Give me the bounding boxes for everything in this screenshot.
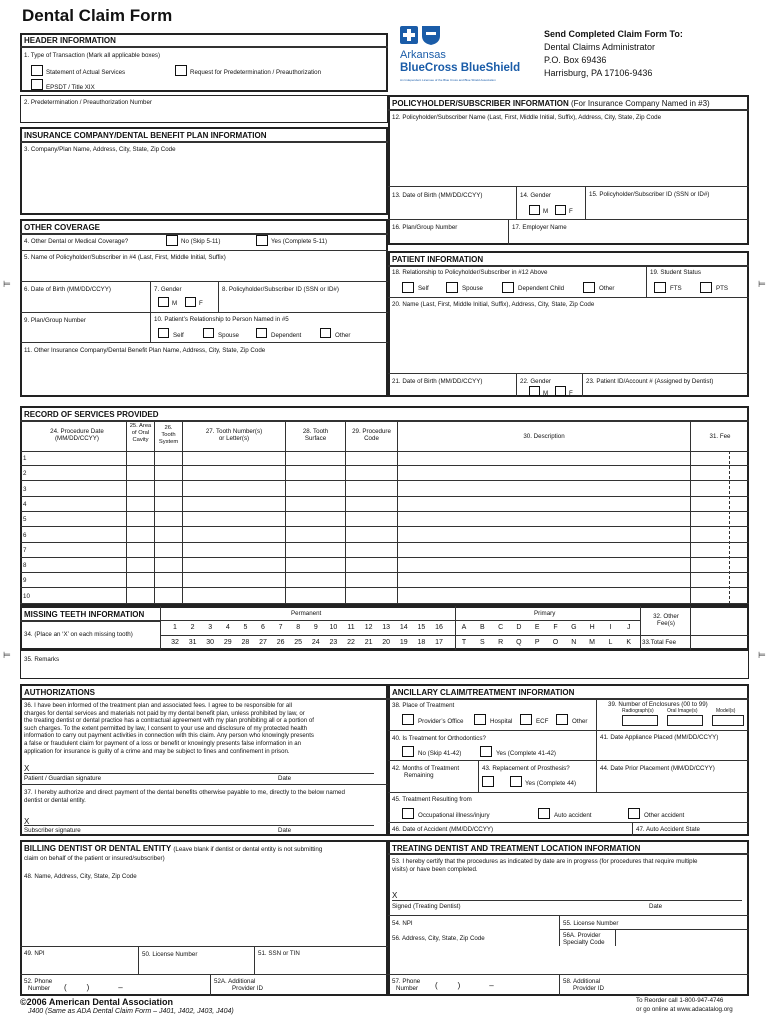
field-44-label: 44. Date Prior Placement (MM/DD/CCYY) <box>600 765 715 772</box>
predetermination-label: Request for Predetermination / Preauthorization <box>190 69 322 76</box>
col-27-label <box>183 428 285 442</box>
gender-m-label: M <box>172 300 178 307</box>
col-26-line1: 26. <box>164 425 173 431</box>
field-42-label <box>392 765 459 779</box>
field-57-line1: 57. Phone <box>392 978 421 985</box>
tooth-4[interactable]: 4 <box>225 624 230 631</box>
tooth-F[interactable]: F <box>553 624 558 631</box>
col-25-label <box>127 423 154 444</box>
auth-36-text <box>24 702 386 755</box>
field-57-line2: Number <box>396 985 419 992</box>
billing-note2: claim on behalf of the patient or insured/subscriber) <box>24 855 165 862</box>
field-18-label: 18. Relationship to Policyholder/Subscriber in #12 Above <box>392 269 548 276</box>
place-ecf-checkbox[interactable] <box>520 714 532 725</box>
table-row[interactable] <box>20 482 749 497</box>
permanent-label: Permanent <box>291 610 322 617</box>
field-58-line2: Provider ID <box>573 985 604 992</box>
col-26-line3: System <box>158 439 179 445</box>
tooth-O[interactable]: O <box>552 639 559 646</box>
ortho-no-label: No (Skip 41-42) <box>418 750 462 757</box>
tooth-L[interactable]: L <box>608 639 613 646</box>
auth-date1-label: Date <box>278 775 292 782</box>
auth-36-line: application for insurance is guilty of a crime and may be subject to fines and confinement in prison. <box>24 747 290 755</box>
table-row[interactable] <box>20 512 749 527</box>
tooth-13[interactable]: 13 <box>382 624 391 631</box>
tooth-G[interactable]: G <box>571 624 577 631</box>
prosthesis-yes-label: Yes (Complete 44) <box>525 780 577 787</box>
pt-rel-self-checkbox[interactable] <box>402 282 414 293</box>
fts-label: FTS <box>670 285 682 292</box>
tooth-E[interactable]: E <box>534 624 540 631</box>
tooth-R[interactable]: R <box>498 639 504 646</box>
field-52-line1: 52. Phone <box>24 978 53 985</box>
enclosures-model-box[interactable] <box>712 715 744 726</box>
ph-gender-f-label: F <box>569 208 573 215</box>
field-32-line1: 32. Other <box>653 613 679 620</box>
field-52-line2: Number <box>28 985 51 992</box>
pt-rel-other-label: Other <box>599 285 615 292</box>
bcbs-logo <box>398 24 538 84</box>
send-line3: Harrisburg, PA 17106-9436 <box>544 68 653 78</box>
epsdt-checkbox[interactable] <box>31 79 43 90</box>
tooth-23[interactable]: 23 <box>329 639 338 646</box>
ortho-yes-checkbox[interactable] <box>480 746 492 757</box>
place-other-label: Other <box>572 718 588 725</box>
field-52a-line2: Provider ID <box>232 985 263 992</box>
other-coverage-yes-label: Yes (Complete 5-11) <box>271 238 328 245</box>
field-56a-line1: 56A. Provider <box>563 932 601 939</box>
pt-rel-spouse-label: Spouse <box>462 285 483 292</box>
field-8-label: 8. Policyholder/Subscriber ID (SSN or ID#) <box>222 286 339 293</box>
tooth-11[interactable]: 11 <box>347 624 355 631</box>
send-line2: P.O. Box 69436 <box>544 55 607 65</box>
billing-title <box>24 844 322 853</box>
gender-m-checkbox[interactable] <box>158 297 169 307</box>
field-52-label <box>24 978 52 992</box>
field-22-label: 22. Gender <box>520 378 551 385</box>
pt-gender-f-checkbox[interactable] <box>555 386 566 396</box>
insurance-title: INSURANCE COMPANY/DENTAL BENEFIT PLAN INFORMATION <box>24 131 267 140</box>
logo-brand: BlueCross BlueShield <box>400 62 521 74</box>
field-10-label: 10. Patient’s Relationship to Person Named in #5 <box>154 316 289 323</box>
field-43-label: 43. Replacement of Prosthesis? <box>482 765 570 772</box>
services-title: RECORD OF SERVICES PROVIDED <box>24 410 159 419</box>
rel-self-checkbox[interactable] <box>158 328 169 338</box>
policyholder-title <box>392 99 710 108</box>
tooth-2[interactable]: 2 <box>190 624 195 631</box>
patient-title: PATIENT INFORMATION <box>392 255 484 264</box>
cross-shield-icon <box>398 24 442 46</box>
field-19-label: 19. Student Status <box>650 269 701 276</box>
col-27-line2: or Letter(s) <box>218 435 250 442</box>
row-number: 3 <box>23 486 27 493</box>
field-39-label: 39. Number of Enclosures (00 to 99) <box>608 701 708 708</box>
table-row[interactable] <box>20 558 749 573</box>
pt-gender-m-label: M <box>543 390 549 397</box>
tooth-29[interactable]: 29 <box>223 639 232 646</box>
tooth-28[interactable]: 28 <box>241 639 250 646</box>
tooth-32[interactable]: 32 <box>171 639 179 646</box>
field-52a-line1: 52A. Additional <box>214 978 256 985</box>
auth-x1: X <box>24 764 30 773</box>
field-17-label: 17. Employer Name <box>512 224 567 231</box>
tooth-P[interactable]: P <box>534 639 540 646</box>
tooth-K[interactable]: K <box>626 639 632 646</box>
field-58-line1: 58. Additional <box>563 978 601 985</box>
field-38-label: 38. Place of Treatment <box>392 702 455 709</box>
ph-gender-f-checkbox[interactable] <box>555 205 566 215</box>
send-heading: Send Completed Claim Form To: <box>544 29 683 39</box>
tooth-D[interactable]: D <box>516 624 522 631</box>
field-58-label <box>563 978 604 992</box>
ph-gender-m-checkbox[interactable] <box>529 205 540 215</box>
col-24-line2: (MM/DD/CCYY) <box>55 435 99 442</box>
policyholder-title-note: (For Insurance Company Named in #3) <box>570 99 710 108</box>
col-25-line2: of Oral <box>131 430 150 436</box>
treating-date-label: Date <box>649 903 663 910</box>
epsdt-label: EPSDT / Title XIX <box>46 84 95 91</box>
other-coverage-no-label: No (Skip 5-11) <box>181 238 221 245</box>
billing-title-main: BILLING DENTIST OR DENTAL ENTITY <box>24 844 172 853</box>
form-number: J400 (Same as ADA Dental Claim Form – J401, J402, J403, J404) <box>28 1008 234 1015</box>
send-to <box>544 28 683 80</box>
field-53-line1: 53. I hereby certify that the procedures as indicated by date are in progress (for procedures that require multiple <box>392 858 698 865</box>
gender-f-checkbox[interactable] <box>185 297 196 307</box>
field-6-label: 6. Date of Birth (MM/DD/CCYY) <box>24 286 111 293</box>
field-20-label: 20. Name (Last, First, Middle Initial, Suffix), Address, City, State, Zip Code <box>392 301 595 308</box>
tooth-B[interactable]: B <box>479 624 485 631</box>
pt-rel-spouse-checkbox[interactable] <box>446 282 458 293</box>
pts-checkbox[interactable] <box>700 282 712 293</box>
col-29-line2: Code <box>364 435 379 442</box>
copyright: ©2006 American Dental Association <box>20 997 174 1007</box>
field-50-label: 50. License Number <box>142 951 198 958</box>
tooth-24[interactable]: 24 <box>311 639 320 646</box>
patient-signature-label[interactable]: Patient / Guardian signature <box>24 775 102 782</box>
field-54-label: 54. NPI <box>392 920 413 927</box>
auth-title: AUTHORIZATIONS <box>24 688 95 697</box>
table-row[interactable] <box>20 466 749 481</box>
rel-self-label: Self <box>173 332 184 339</box>
pt-rel-self-label: Self <box>418 285 429 292</box>
pt-gender-f-label: F <box>569 390 573 397</box>
pt-rel-dependent-label: Dependent Child <box>518 285 565 292</box>
field-32-line2: Fee(s) <box>657 620 675 627</box>
tooth-7[interactable]: 7 <box>278 624 283 631</box>
treating-phone-paren: ( ) – <box>435 981 494 990</box>
reorder-phone: To Reorder call 1-800-947-4746 <box>636 997 724 1004</box>
table-row[interactable] <box>20 528 749 543</box>
tooth-S[interactable]: S <box>479 639 485 646</box>
field-56-label: 56. Address, City, State, Zip Code <box>392 935 485 942</box>
remarks-box[interactable] <box>20 650 749 679</box>
model-label: Model(s) <box>716 708 736 714</box>
rel-other-label: Other <box>335 332 351 339</box>
tooth-30[interactable]: 30 <box>206 639 215 646</box>
other-coverage-no-checkbox[interactable] <box>166 235 178 246</box>
col-29-label <box>346 428 397 442</box>
tooth-Q[interactable]: Q <box>516 639 522 646</box>
col-30-label: 30. Description <box>523 433 565 440</box>
enclosures-radiograph-box[interactable] <box>622 715 658 726</box>
row-number: 6 <box>23 532 27 539</box>
treating-signed-label[interactable]: Signed (Treating Dentist) <box>392 903 461 910</box>
reorder-online[interactable]: or go online at www.adacatalog.org <box>636 1006 733 1013</box>
auto-accident-label: Auto accident <box>554 812 592 819</box>
auth-36-line: the treating dentist or dental practice has a contractual agreement with my plan prohibiting all or a portion of <box>24 717 314 725</box>
tooth-25[interactable]: 25 <box>294 639 303 646</box>
send-line1: Dental Claims Administrator <box>544 42 656 52</box>
header-title: HEADER INFORMATION <box>24 36 116 45</box>
rel-other-checkbox[interactable] <box>320 328 331 338</box>
other-coverage-title: OTHER COVERAGE <box>24 223 101 232</box>
place-office-checkbox[interactable] <box>402 714 414 725</box>
row-number: 4 <box>23 501 27 508</box>
col-24-line1: 24. Procedure Date <box>50 428 104 435</box>
place-hospital-label: Hospital <box>490 718 513 725</box>
billing-note: (Leave blank if dentist or dental entity is not submitting <box>173 846 323 853</box>
field-51-label: 51. SSN or TIN <box>258 950 300 957</box>
tooth-19[interactable]: 19 <box>399 639 408 646</box>
field-3-label: 3. Company/Plan Name, Address, City, State, Zip Code <box>24 146 176 153</box>
tooth-3[interactable]: 3 <box>208 624 213 631</box>
fts-checkbox[interactable] <box>654 282 666 293</box>
row-number: 7 <box>23 547 27 554</box>
tooth-17[interactable]: 17 <box>435 639 443 646</box>
auth-date2-label: Date <box>278 827 292 834</box>
tooth-N[interactable]: N <box>571 639 577 646</box>
field-12-label: 12. Policyholder/Subscriber Name (Last, First, Middle Initial, Suffix), Address, City, State, Zip Code <box>392 114 662 121</box>
occupational-checkbox[interactable] <box>402 808 414 819</box>
logo-tagline: An Independent Licensee of the Blue Cross and Blue Shield Association <box>400 78 496 82</box>
primary-label: Primary <box>534 610 556 617</box>
rel-dependent-label: Dependent <box>271 332 302 339</box>
treating-title: TREATING DENTIST AND TREATMENT LOCATION INFORMATION <box>392 844 641 853</box>
field-7-label: 7. Gender <box>154 286 182 293</box>
field-35-label: 35. Remarks <box>24 656 60 663</box>
row-number: 10 <box>23 593 30 600</box>
field-49-label: 49. NPI <box>24 950 45 957</box>
actual-services-checkbox[interactable] <box>31 65 43 76</box>
tooth-22[interactable]: 22 <box>347 639 355 646</box>
tooth-H[interactable]: H <box>589 624 595 631</box>
other-coverage-section <box>20 219 388 397</box>
field-56a-label <box>563 932 605 946</box>
tooth-18[interactable]: 18 <box>417 639 426 646</box>
table-row[interactable] <box>20 543 749 558</box>
field-1-label: 1. Type of Transaction (Mark all applicable boxes) <box>24 52 161 59</box>
field-42-line2: Remaining <box>404 772 434 779</box>
auth-37-line: dentist or dental entity. <box>24 797 86 804</box>
field-52a-label <box>214 978 263 992</box>
policyholder-title-main: POLICYHOLDER/SUBSCRIBER INFORMATION <box>392 99 569 108</box>
place-hospital-checkbox[interactable] <box>474 714 486 725</box>
field-23-label: 23. Patient ID/Account # (Assigned by Dentist) <box>586 378 714 385</box>
row-number: 8 <box>23 562 27 569</box>
field-9-label: 9. Plan/Group Number <box>24 317 86 324</box>
oral-image-label: Oral Image(s) <box>667 708 698 714</box>
field-53-label <box>392 858 697 873</box>
field-32-label <box>644 613 688 627</box>
logo-state: Arkansas <box>400 49 446 61</box>
tooth-26[interactable]: 26 <box>276 639 285 646</box>
auth-36-line: such charges. To the extent permitted by law, I consent to your use and disclosure of my protected health <box>24 724 308 732</box>
tooth-16[interactable]: 16 <box>435 624 443 631</box>
field-48-label: 48. Name, Address, City, State, Zip Code <box>24 873 137 880</box>
auth-36-line: 36. I have been informed of the treatment plan and associated fees. I agree to be responsible for all <box>24 702 292 709</box>
tooth-27[interactable]: 27 <box>259 639 267 646</box>
rel-spouse-checkbox[interactable] <box>203 328 214 338</box>
rel-dependent-checkbox[interactable] <box>256 328 267 338</box>
predetermination-checkbox[interactable] <box>175 65 187 76</box>
actual-services-label: Statement of Actual Services <box>46 69 126 76</box>
auth-36-line: information to carry out payment activities in connection with this claim. Any person who knowingly presents <box>24 732 314 740</box>
row-number: 1 <box>23 455 27 462</box>
row-number: 2 <box>23 470 27 477</box>
col-28-line2: Surface <box>304 435 327 442</box>
field-45-label: 45. Treatment Resulting from <box>392 796 472 803</box>
tooth-5[interactable]: 5 <box>243 624 248 631</box>
billing-section <box>20 840 388 996</box>
field-57-label <box>392 978 420 992</box>
billing-phone-paren: ( ) – <box>64 983 123 992</box>
field-2-label: 2. Predetermination / Preauthorization Number <box>24 99 152 106</box>
field-53-line2: visits) or have been completed. <box>392 866 478 873</box>
field-56a-line2: Specialty Code <box>563 939 605 946</box>
col-24-label <box>30 428 124 442</box>
place-office-label: Provider’s Office <box>418 718 464 725</box>
pts-label: PTS <box>716 285 729 292</box>
ancillary-title: ANCILLARY CLAIM/TREATMENT INFORMATION <box>392 688 575 697</box>
prosthesis-yes-checkbox[interactable] <box>510 776 522 787</box>
field-47-label: 47. Auto Accident State <box>636 826 700 833</box>
col-26-label <box>155 425 182 446</box>
tooth-31[interactable]: 31 <box>188 639 197 646</box>
table-row[interactable] <box>20 589 749 604</box>
field-4-label: 4. Other Dental or Medical Coverage? <box>24 238 129 245</box>
auth-36-line: charges for dental services and materials not paid by my dental benefit plan, unless prohibited by law, or <box>24 709 305 717</box>
field-46-label: 46. Date of Accident (MM/DD/CCYY) <box>392 826 494 833</box>
col-25-line1: 25. Area <box>129 423 152 429</box>
field-40-label: 40. Is Treatment for Orthodontics? <box>392 735 486 742</box>
pt-gender-m-checkbox[interactable] <box>529 386 540 396</box>
tooth-T[interactable]: T <box>461 639 467 646</box>
field-21-label: 21. Date of Birth (MM/DD/CCYY) <box>392 378 483 385</box>
field-55-label: 55. License Number <box>563 920 619 927</box>
tooth-M[interactable]: M <box>589 639 596 646</box>
auth-37-text <box>24 789 386 805</box>
ortho-yes-label: Yes (Complete 41-42) <box>496 750 556 757</box>
ortho-no-checkbox[interactable] <box>402 746 414 757</box>
field-16-label: 16. Plan/Group Number <box>392 224 458 231</box>
field-33-label: 33.Total Fee <box>642 639 677 646</box>
place-ecf-label: ECF <box>536 718 549 725</box>
field-41-label: 41. Date Appliance Placed (MM/DD/CCYY) <box>600 734 719 741</box>
field-14-label: 14. Gender <box>520 192 551 199</box>
col-25-line3: Cavity <box>132 437 149 443</box>
field-11-label: 11. Other Insurance Company/Dental Benefit Plan Name, Address, City, State, Zip Code <box>24 347 266 354</box>
radiograph-label: Radiograph(s) <box>622 708 654 714</box>
table-row[interactable] <box>20 573 749 588</box>
tooth-20[interactable]: 20 <box>382 639 391 646</box>
tooth-12[interactable]: 12 <box>364 624 373 631</box>
col-26-line2: Tooth <box>161 432 176 438</box>
tooth-1[interactable]: 1 <box>173 624 177 631</box>
col-31-label: 31. Fee <box>709 433 731 440</box>
field-5-label: 5. Name of Policyholder/Subscriber in #4 (Last, First, Middle Initial, Suffix) <box>24 254 226 261</box>
auth-x2: X <box>24 817 30 826</box>
occupational-label: Occupational illness/injury <box>418 812 490 819</box>
row-number: 9 <box>23 577 27 584</box>
tooth-15[interactable]: 15 <box>417 624 426 631</box>
col-28-label <box>286 428 345 442</box>
gender-f-label: F <box>199 300 203 307</box>
other-accident-label: Other accident <box>644 812 685 819</box>
row-number: 5 <box>23 516 27 523</box>
enclosures-oral-box[interactable] <box>667 715 703 726</box>
prosthesis-no-checkbox[interactable] <box>482 776 494 787</box>
tooth-I[interactable]: I <box>609 624 612 631</box>
table-row[interactable] <box>20 451 749 466</box>
place-other-checkbox[interactable] <box>556 714 568 725</box>
treating-x: X <box>392 891 398 900</box>
tooth-8[interactable]: 8 <box>296 624 301 631</box>
tooth-A[interactable]: A <box>461 624 467 631</box>
tooth-C[interactable]: C <box>498 624 504 631</box>
page-title: Dental Claim Form <box>22 6 173 25</box>
tooth-14[interactable]: 14 <box>399 624 408 631</box>
tooth-21[interactable]: 21 <box>364 639 373 646</box>
missing-teeth-title: MISSING TEETH INFORMATION <box>24 610 145 619</box>
other-coverage-yes-checkbox[interactable] <box>256 235 268 246</box>
tooth-6[interactable]: 6 <box>261 624 265 631</box>
col-27-line1: 27. Tooth Number(s) <box>205 428 263 435</box>
pt-rel-dependent-checkbox[interactable] <box>502 282 514 293</box>
subscriber-signature-label[interactable]: Subscriber signature <box>24 827 81 834</box>
field-34-label: 34. (Place an ‘X’ on each missing tooth) <box>24 631 133 638</box>
other-accident-checkbox[interactable] <box>628 808 640 819</box>
auto-accident-checkbox[interactable] <box>538 808 550 819</box>
tooth-9[interactable]: 9 <box>313 624 318 631</box>
field-15-label: 15. Policyholder/Subscriber ID (SSN or ID#) <box>589 191 710 198</box>
tooth-J[interactable]: J <box>626 624 631 631</box>
table-row[interactable] <box>20 497 749 512</box>
auth-37-line: 37. I hereby authorize and direct payment of the dental benefits otherwise payable to me, directly to the below named <box>24 789 345 796</box>
field-42-line1: 42. Months of Treatment <box>392 765 460 772</box>
ph-gender-m-label: M <box>543 208 549 215</box>
tooth-10[interactable]: 10 <box>329 624 338 631</box>
col-29-line1: 29. Procedure <box>352 428 391 435</box>
rel-spouse-label: Spouse <box>218 332 239 339</box>
auth-36-line: a false or fraudulent claim for payment of a loss or benefit or knowingly presents false information in an <box>24 739 302 747</box>
field-13-label: 13. Date of Birth (MM/DD/CCYY) <box>392 192 483 199</box>
col-28-line1: 28. Tooth <box>302 428 329 435</box>
pt-rel-other-checkbox[interactable] <box>583 282 595 293</box>
